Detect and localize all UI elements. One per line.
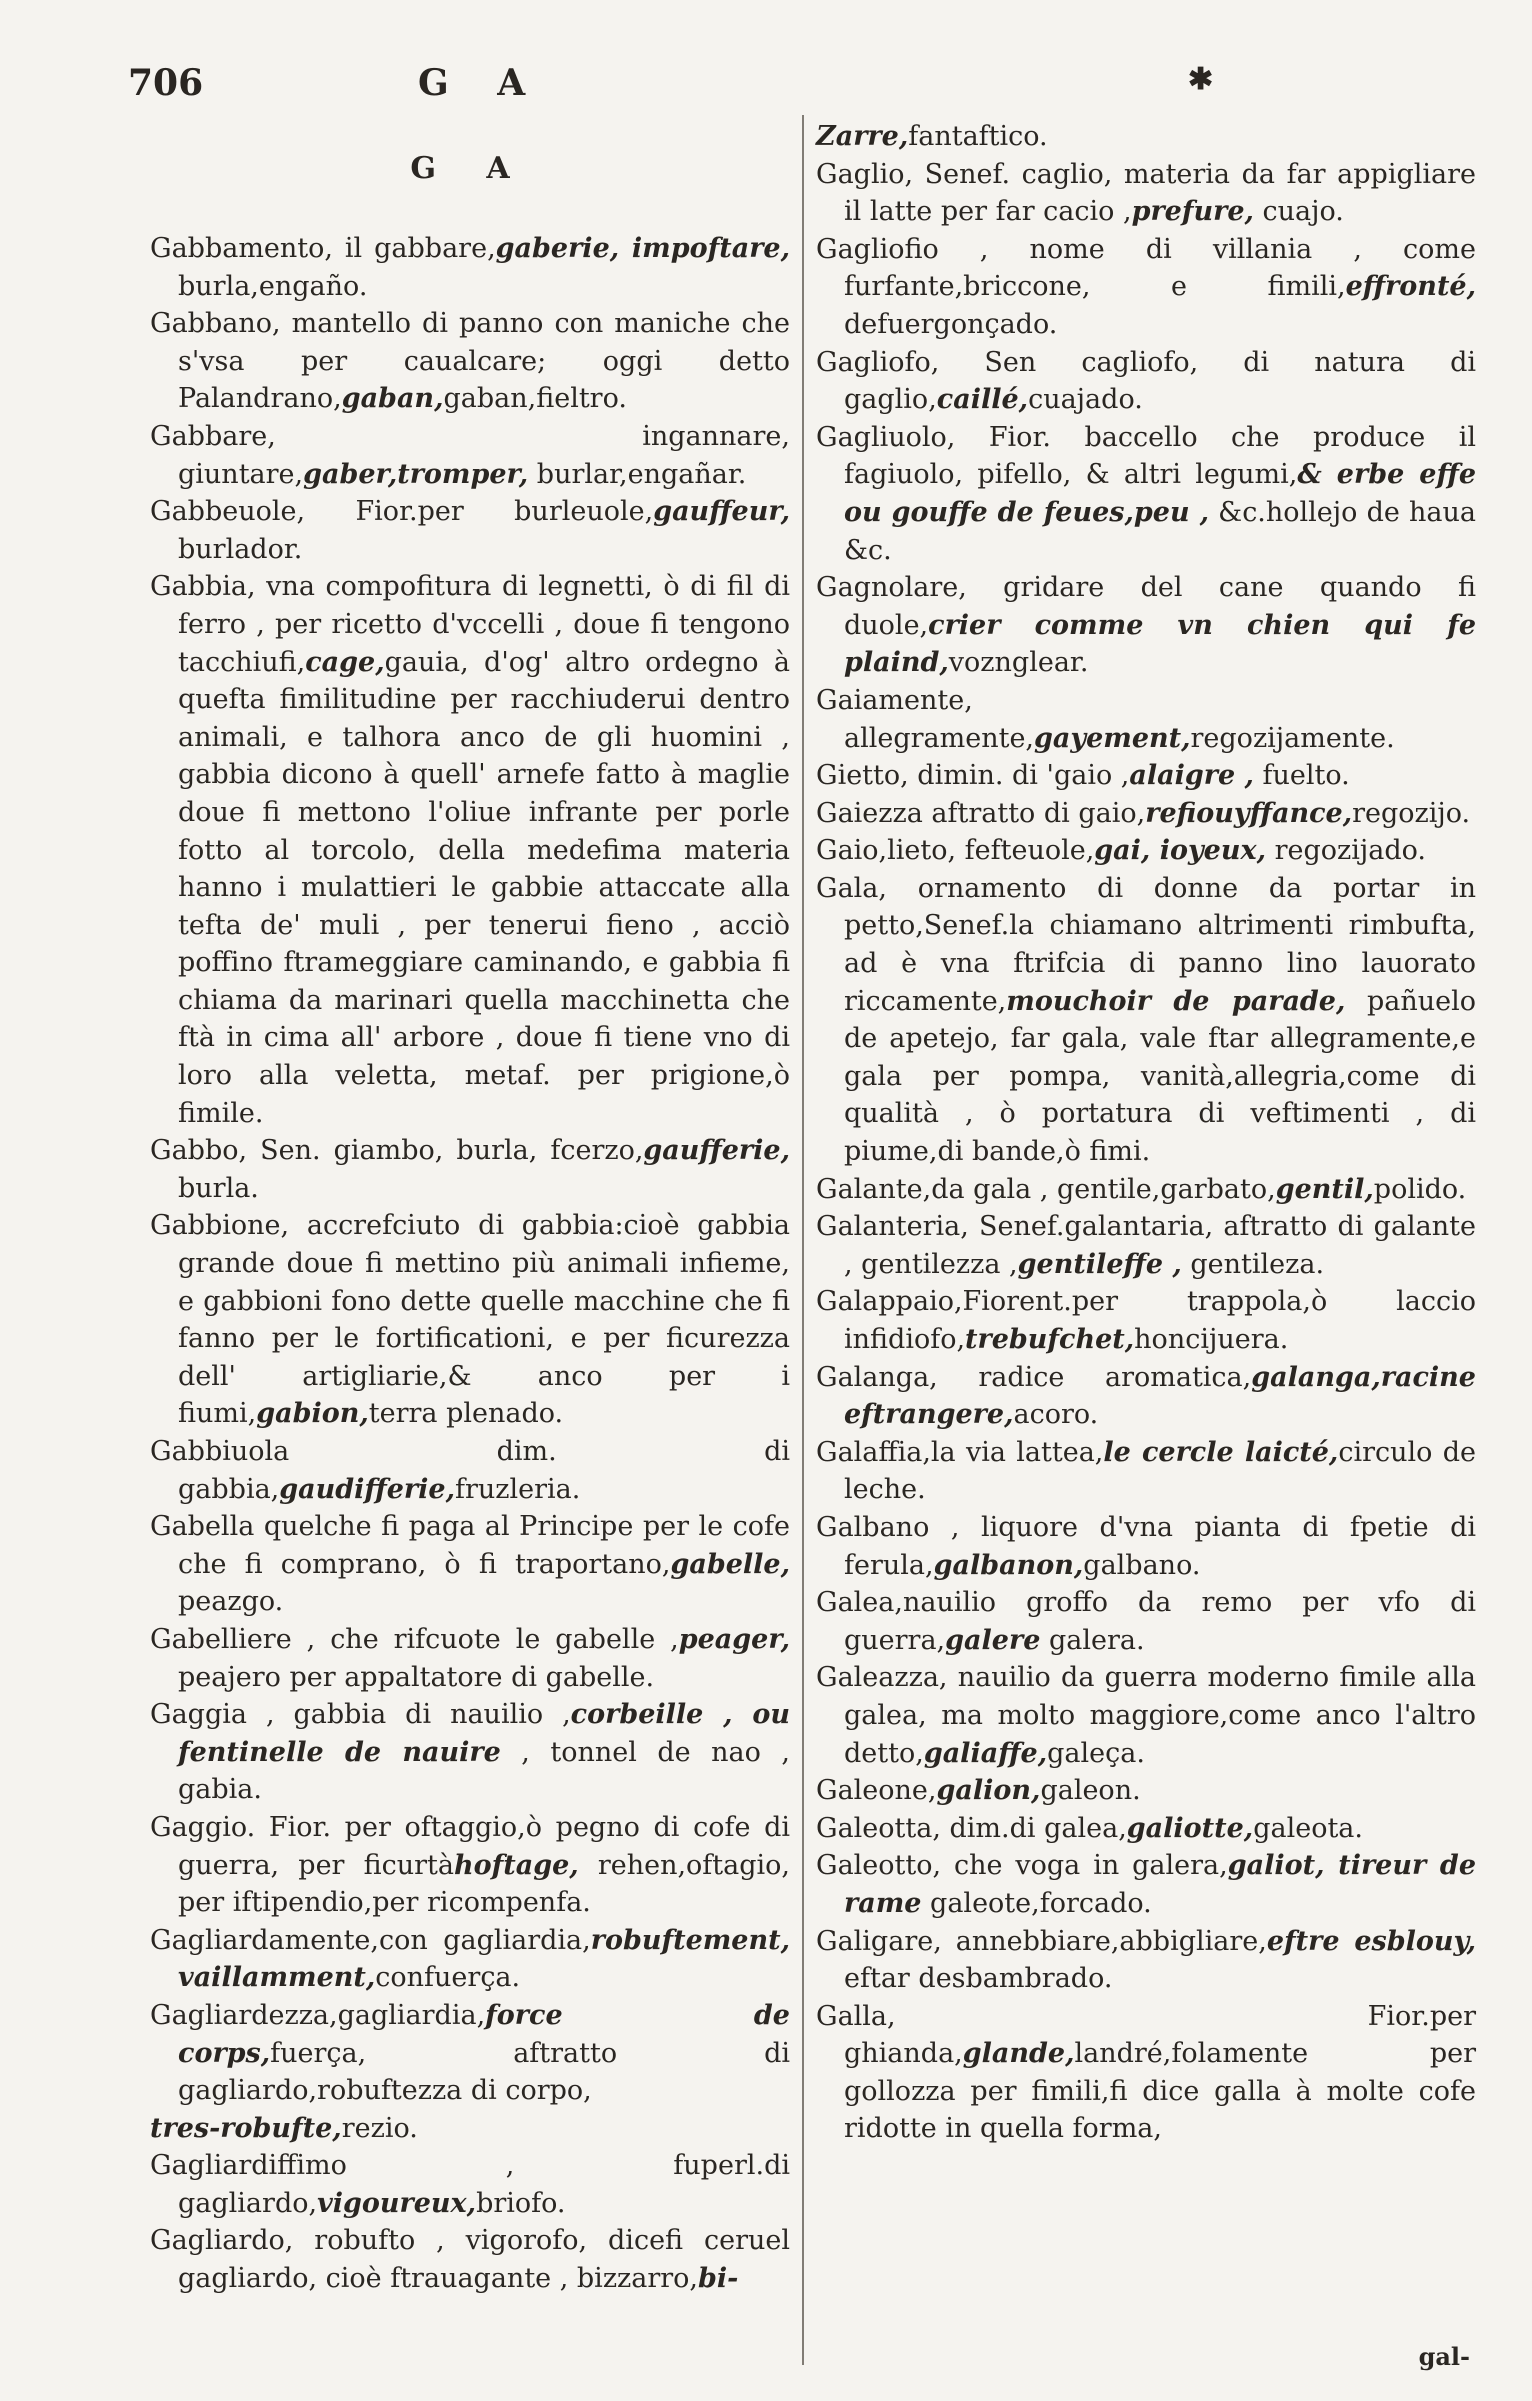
entry-spanish: confuerça. [375,1962,521,1994]
entry-french: galiotte, [1126,1812,1254,1844]
running-head-letters: G A [418,62,544,104]
section-heading: G A [410,151,530,186]
dictionary-entry [150,493,790,568]
entry-french: gabelle, [670,1548,790,1580]
entry-spanish: peazgo. [178,1586,284,1618]
entry-spanish: regozijamente. [1190,722,1395,754]
running-head-mark: ✱ [1188,62,1214,97]
entry-headword: Galaffia,la via lattea, [816,1436,1104,1468]
entry-headword: Gabbamento, il gabbare, [150,233,496,264]
entry-headword: Gagliardiffimo , fuperl.di gagliardo, [150,2150,790,2219]
entry-french: prefure, [1131,196,1254,228]
right-column [816,118,1476,2368]
entry-headword: Galigare, annebbiare,abbigliare, [816,1925,1267,1957]
entry-spanish: galeota. [1253,1812,1363,1844]
dictionary-entry [150,1809,790,1922]
entry-headword: Galanga, radice aromatica, [816,1361,1252,1393]
entry-french: corbeille , ou fentinelle de nauire [178,1699,790,1768]
left-column [150,118,790,2368]
column-rule [802,115,804,2365]
entry-spanish: pañuelo de apetejo, far gala, vale ftar allegramente,e gala per pompa, vanità,allegria,come di qualità , ò portatura di veftimenti , di piume,di bande,ò fimi. [844,985,1476,1168]
entry-headword: Gagliardo, robufto , vigorofo, dicefi ceruel gagliardo, cioè ftrauagante , bizzarro, [150,2225,790,2295]
dictionary-entry [816,1434,1476,1509]
entry-headword: Gabbiuola dim. di gabbia, [150,1436,790,1505]
entry-french: gai, ioyeux, [1094,835,1266,867]
entry-spanish: burla,engaño. [178,270,368,302]
dictionary-entry [150,1132,790,1207]
entry-headword: Galante,da gala , gentile,garbato, [816,1173,1276,1205]
entry-spanish: galera. [1040,1624,1145,1656]
entry-headword: Gabbeuole, Fior.per burleuole, [150,496,654,528]
catchword: gal- [1418,2342,1470,2371]
dictionary-entry [816,419,1476,569]
dictionary-entry [150,1508,790,1621]
entry-french: alaigre , [1129,760,1254,792]
entry-french: galiot, tireur de rame [844,1850,1476,1919]
entry-headword: Gaggio. Fior. per oftaggio,ò pegno di cofe di guerra, per ficurtà [150,1811,790,1881]
entry-headword: Gagliofio , nome di villania , come furfante,briccone, e fimili, [816,233,1476,303]
entry-french: mouchoir de parade, [1006,985,1346,1017]
dictionary-entry [150,1696,790,1809]
dictionary-entry [816,569,1476,682]
dictionary-entry [150,230,790,305]
entry-spanish: honcijuera. [1134,1324,1289,1355]
dictionary-entry [816,1998,1476,2148]
entry-french: le cercle laicté, [1103,1436,1339,1468]
entry-spanish: gentileza. [1181,1248,1325,1280]
entry-headword: Galeotta, dim.di galea, [816,1812,1127,1844]
entry-spanish: polido. [1373,1173,1467,1205]
dictionary-entry [150,1433,790,1508]
entry-french: glande, [962,2038,1075,2070]
entry-spanish: fruzleria. [454,1473,581,1505]
entry-spanish: cuajo. [1253,196,1344,228]
entry-spanish: cuajado. [1028,384,1143,416]
entry-french: trebufchet, [965,1324,1135,1355]
entry-french: peager, [678,1623,790,1655]
dictionary-entry [150,305,790,418]
dictionary-entry [816,118,1476,156]
entry-french: caillé, [936,384,1029,416]
entry-french: galere [945,1624,1041,1656]
dictionary-entry [816,870,1476,1171]
entry-french: cage, [305,646,385,678]
entry-french: gentil, [1275,1173,1374,1205]
dictionary-entry [150,2110,790,2148]
entry-headword: Gabbare, ingannare, giuntare, [150,420,790,490]
entry-french: eftre esblouy, [1266,1925,1476,1957]
dictionary-entry [816,156,1476,231]
entry-french: galbanon, [933,1549,1084,1581]
entry-french: robuftement, vaillamment, [178,1924,790,1994]
dictionary-entry [150,418,790,493]
running-head [128,62,1472,122]
dictionary-entry [150,568,790,1132]
entry-french: gaber,tromper, [303,458,529,490]
left-entries [150,230,790,2298]
dictionary-entry [150,1997,790,2110]
dictionary-entry [816,1847,1476,1922]
entry-spanish: rezio. [341,2112,418,2144]
entry-headword: Galeotto, che voga in galera, [816,1850,1228,1882]
entry-french: gaufferie, [643,1135,790,1167]
dictionary-entry [816,832,1476,870]
entry-headword: Gabella quelche fi paga al Principe per le cofe che fi comprano, ò fi traportano, [150,1511,790,1580]
entry-spanish: burlar,engañar. [528,458,747,490]
entry-spanish: voznglear. [948,647,1089,679]
entry-french: gentileffe , [1017,1248,1182,1280]
entry-spanish: terra plenado. [368,1398,564,1430]
dictionary-entry [816,1584,1476,1659]
dictionary-entry [150,2147,790,2222]
entry-french: gauffeur, [653,496,790,528]
entry-french: gabion, [256,1398,369,1430]
entry-french: effronté, [1345,271,1476,303]
entry-spanish: regozijado. [1266,835,1426,867]
dictionary-entry [816,1659,1476,1772]
dictionary-entry [816,1810,1476,1848]
entry-spanish: regozijo. [1352,797,1471,829]
entry-french: vigoureux, [317,2187,477,2219]
dictionary-entry [816,1171,1476,1209]
entry-spanish: rehen,oftagio, per iftipendio,per ricompenfa. [178,1849,790,1919]
entry-french: galion, [936,1775,1041,1807]
dictionary-entry [816,344,1476,419]
entry-spanish: circulo de leche. [844,1436,1476,1506]
right-entries [816,118,1476,2148]
entry-headword: Gagliuolo, Fior. baccello che produce il fagiuolo, pifello, & altri legumi, [816,421,1476,491]
entry-headword: Gietto, dimin. di 'gaio , [816,760,1130,792]
dictionary-entry [816,231,1476,344]
entry-spanish: galeça. [1047,1737,1145,1769]
entry-french: & erbe effe ou gouffe de feues,peu , [844,459,1476,528]
dictionary-entry [816,1208,1476,1283]
entry-spanish: , tonnel de nao , gabia. [178,1736,790,1806]
entry-headword: Gagnolare, gridare del cane quando fi duole, [816,572,1476,641]
entry-spanish: defuergonçado. [844,308,1058,340]
entry-headword: Gabbo, Sen. giambo, burla, fcerzo, [150,1135,644,1167]
entry-headword: Gabelliere , che rifcuote le gabelle , [150,1623,679,1655]
entry-spanish: galeon. [1040,1775,1141,1807]
entry-spanish: landré,folamente per gollozza per fimili,fi dice galla à molte cofe ridotte in quella forma, [844,2038,1476,2145]
dictionary-entry [816,1509,1476,1584]
entry-french: gaudifferie, [279,1473,455,1505]
dictionary-entry [816,682,1476,757]
entry-headword: Galea,nauilio groffo da remo per vfo di guerra, [816,1587,1476,1656]
dictionary-entry [150,2222,790,2297]
entry-headword: Gabbione, accrefciuto di gabbia:cioè gabbia grande doue fi mettino più animali infieme, e gabbioni fono dette quelle macchine che fi fanno per le fortificationi, e per ficurezza dell' artigliarie,& anco per i fiumi, [150,1210,790,1430]
entry-spanish: burlador. [178,533,303,565]
entry-headword: Galla, Fior.per ghianda, [816,2000,1476,2070]
entry-spanish: &c.hollejo de haua &c. [844,496,1476,566]
entry-french: tres-robufte, [150,2112,342,2144]
entry-headword: Gala, ornamento di donne da portar in petto,Senef.la chiamano altrimenti rimbufta, ad è vna ftrifcia di panno lino lauorato riccamente, [816,872,1476,1017]
entry-spanish: fuerça, aftratto di gagliardo,robuftezza di corpo, [178,2037,790,2107]
entry-headword: Galappaio,Fiorent.per trappola,ò laccio infidiofo, [816,1286,1476,1355]
entry-spanish: acoro. [1013,1399,1099,1431]
entry-headword: Galbano , liquore d'vna pianta di fpetie di ferula, [816,1511,1476,1581]
entry-spanish: galeote,forcado. [921,1887,1152,1919]
entry-headword: Gaggia , gabbia di nauilio , [150,1699,571,1731]
entry-french: bi- [698,2263,739,2295]
entry-spanish: briofo. [476,2187,566,2219]
entry-french: refiouyffance, [1145,797,1353,829]
dictionary-entry [816,1283,1476,1358]
dictionary-entry [816,795,1476,833]
dictionary-entry [816,1359,1476,1434]
entry-headword: Galeazza, nauilio da guerra moderno fimile alla galea, ma molto maggiore,come anco l'altro detto, [816,1662,1476,1769]
entry-spanish: gauia, d'og' altro ordegno à quefta fimilitudine per racchiuderui dentro animali, e talhora anco de gli huomini , gabbia dicono à quell' arnefe fatto à maglie doue fi mettono l'oliue infrante per porle fotto al torcolo, della medefima materia hanno i mulattieri le gabbie attaccate alla tefta de' muli , per tenerui fieno , acciò poffino ftrameggiare caminando, e gabbia fi chiama da marinari quella macchinetta che ftà in cima all' arbore , doue fi tiene vno di loro alla veletta, metaf. per prigione,ò fimile. [178,646,790,1129]
entry-french: force de corps, [178,1999,790,2069]
page-number: 706 [128,62,204,104]
dictionary-entry [150,1922,790,1997]
dictionary-entry [150,1207,790,1433]
entry-spanish: burla. [178,1172,259,1204]
entry-french: galanga,racine eftrangere, [844,1361,1476,1431]
entry-headword: Galanteria, Senef.galantaria, aftratto di galante , gentilezza , [816,1211,1476,1280]
entry-headword: Gaiezza aftratto di gaio, [816,797,1146,829]
entry-headword: Gagliofo, Sen cagliofo, di natura di gaglio, [816,346,1476,416]
dictionary-entry [816,757,1476,795]
entry-headword: Gaiamente, allegramente, [816,684,1035,754]
entry-french: gayement, [1034,722,1191,754]
entry-spanish: fuelto. [1253,760,1350,792]
entry-french: hoftage, [453,1849,579,1881]
entry-headword: Gaglio, Senef. caglio, materia da far appigliare il latte per far cacio , [816,158,1476,228]
entry-headword: Gagliardezza,gagliardia, [150,1999,486,2031]
entry-french: gaban, [341,383,444,415]
entry-headword: Gagliardamente,con gagliardia, [150,1924,591,1956]
entry-spanish: gaban,fieltro. [443,383,627,415]
dictionary-entry [816,1923,1476,1998]
entry-headword: Gaio,lieto, fefteuole, [816,835,1095,867]
entry-french: Zarre, [816,121,909,152]
entry-headword: Gabbano, mantello di panno con maniche che s'vsa per caualcare; oggi detto Palandrano, [150,308,790,415]
entry-headword: Galeone, [816,1775,937,1807]
entry-spanish: fantaftico. [908,121,1048,152]
entry-french: gaberie, impoftare, [495,233,790,264]
entry-spanish: galbano. [1083,1549,1201,1581]
entry-spanish: eftar desbambrado. [844,1963,1113,1995]
entry-headword: Gabbia, vna compofitura di legnetti, ò di fil di ferro , per ricetto d'vccelli , doue fi tengono tacchiufi, [150,571,790,678]
entry-french: crier comme vn chien qui fe plaind, [844,609,1476,679]
entry-spanish: peajero per appaltatore di gabelle. [178,1661,655,1693]
dictionary-entry [816,1772,1476,1810]
entry-french: galiaffe, [923,1737,1048,1769]
dictionary-entry [150,1621,790,1696]
